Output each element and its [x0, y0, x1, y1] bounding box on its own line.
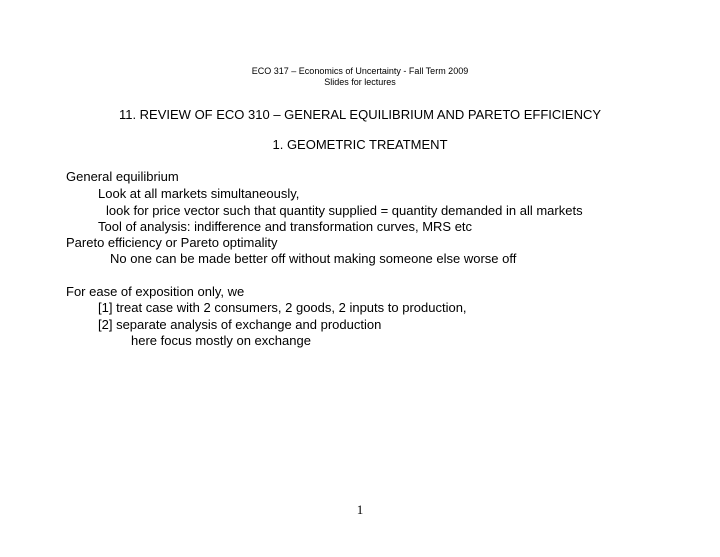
- section-title: 11. REVIEW OF ECO 310 – GENERAL EQUILIBRIUM AND PARETO EFFICIENCY: [118, 107, 602, 122]
- subsection-title: 1. GEOMETRIC TREATMENT: [272, 137, 448, 152]
- body-line-tool-of-analysis: Tool of analysis: indifference and transformation curves, MRS etc: [98, 219, 473, 234]
- slides-header-line: Slides for lectures: [324, 77, 396, 87]
- course-header-line: ECO 317 – Economics of Uncertainty - Fall Term 2009: [251, 66, 469, 76]
- body-line-general-equilibrium: General equilibrium: [66, 169, 179, 184]
- page-number: 1: [356, 502, 364, 517]
- body-line-treat-case: [1] treat case with 2 consumers, 2 goods, 2 inputs to production,: [98, 300, 467, 315]
- body-line-ease-of-exposition: For ease of exposition only, we: [66, 284, 245, 299]
- body-line-price-vector: look for price vector such that quantity supplied = quantity demanded in all markets: [106, 203, 583, 218]
- body-line-pareto-efficiency: Pareto efficiency or Pareto optimality: [66, 235, 278, 250]
- body-line-focus-exchange: here focus mostly on exchange: [131, 333, 311, 348]
- body-line-no-one-better-off: No one can be made better off without making someone else worse off: [110, 251, 517, 266]
- body-line-separate-analysis: [2] separate analysis of exchange and production: [98, 317, 382, 332]
- body-line-look-at-markets: Look at all markets simultaneously,: [98, 186, 300, 201]
